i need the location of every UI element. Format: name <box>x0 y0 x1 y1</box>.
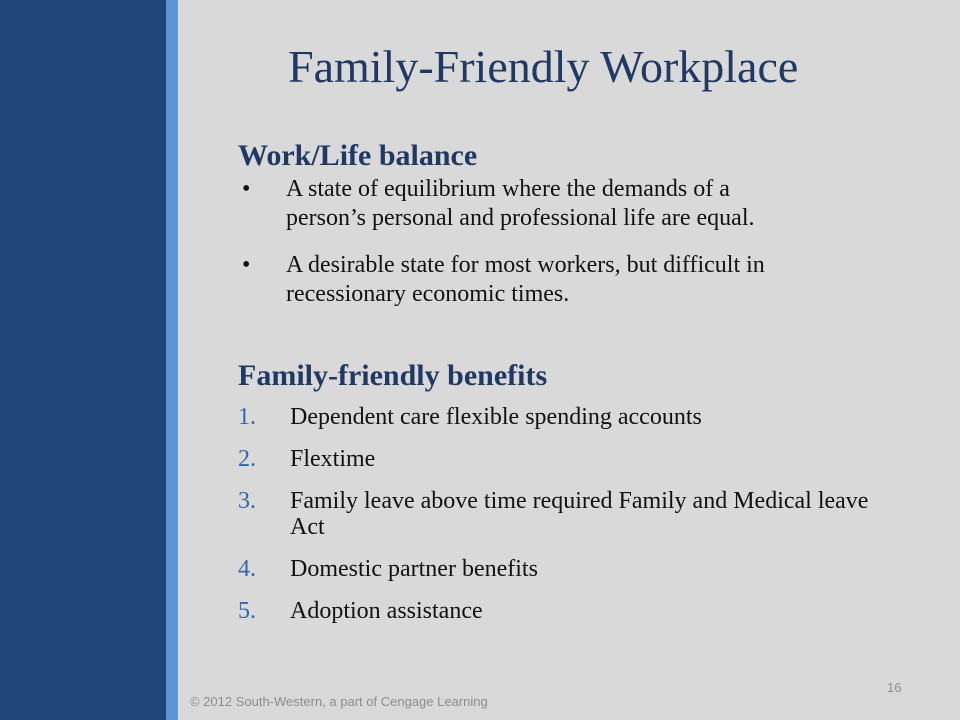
item-number: 5. <box>238 598 256 624</box>
copyright-footer: © 2012 South-Western, a part of Cengage Learning <box>190 694 488 709</box>
item-text: Family leave above time required Family and Medical leave Act <box>290 488 869 540</box>
numbered-item <box>238 404 878 430</box>
work-life-bullet-list <box>238 175 778 327</box>
bullet-item <box>238 175 778 233</box>
slide-title: Family-Friendly Workplace <box>288 41 799 92</box>
numbered-item <box>238 556 878 582</box>
numbered-item <box>238 488 878 540</box>
item-number: 4. <box>238 556 256 582</box>
bullet-item <box>238 251 778 309</box>
item-number: 3. <box>238 488 256 514</box>
bullet-text: A desirable state for most workers, but difficult in recessionary economic times. <box>286 252 765 307</box>
bullet-mark: • <box>242 176 251 202</box>
item-text: Dependent care flexible spending accounts <box>290 404 702 430</box>
numbered-item <box>238 598 878 624</box>
item-text: Flextime <box>290 446 376 472</box>
item-number: 2. <box>238 446 256 472</box>
numbered-item <box>238 446 878 472</box>
item-text: Domestic partner benefits <box>290 556 538 582</box>
bullet-mark: • <box>242 252 251 278</box>
section-heading-family-benefits: Family-friendly benefits <box>238 359 548 392</box>
left-decorative-band <box>0 0 166 720</box>
left-accent-stripe <box>166 0 178 720</box>
section-heading-work-life: Work/Life balance <box>238 139 478 172</box>
item-number: 1. <box>238 404 256 430</box>
slide-content <box>178 0 960 720</box>
benefits-numbered-list <box>238 404 878 640</box>
page-number: 16 <box>887 680 902 695</box>
item-text: Adoption assistance <box>290 598 483 624</box>
bullet-text: A state of equilibrium where the demands of a person’s personal and professional life are equal. <box>286 176 755 231</box>
